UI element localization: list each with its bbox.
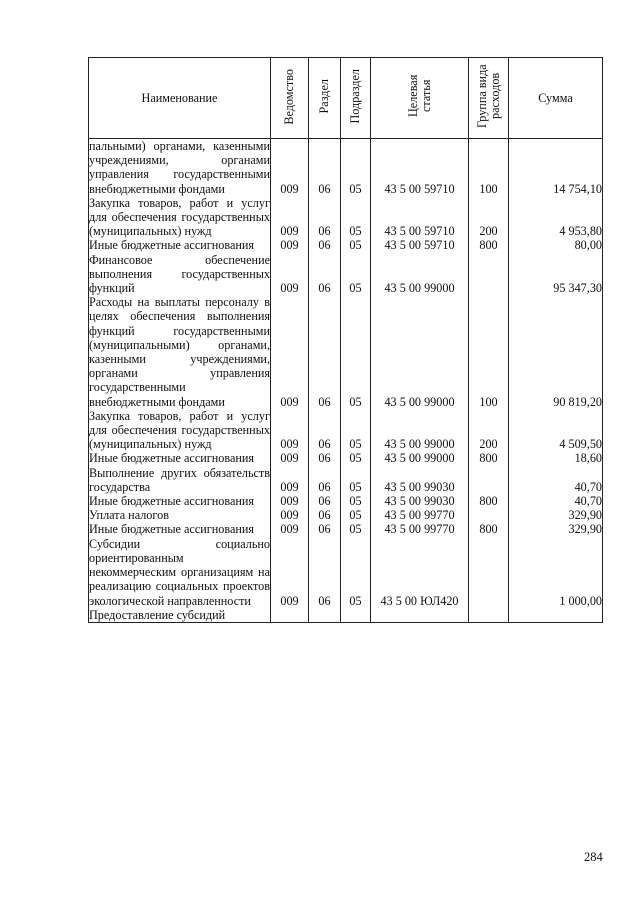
row-name: Иные бюджетные ассигнования: [89, 522, 271, 536]
budget-table: [88, 57, 603, 623]
row-celevaya-statya: 43 5 00 99770: [371, 522, 469, 536]
row-gruppa: [469, 608, 509, 623]
row-name: пальными) органами, казенными учреждениями, органами управления государственными внебюджетными фондами: [89, 139, 270, 196]
table-row: [89, 238, 603, 252]
row-podrazdel: 05: [341, 295, 371, 409]
row-podrazdel: 05: [341, 196, 371, 239]
header-name: Наименование: [89, 58, 271, 139]
header-razdel: Раздел: [309, 58, 341, 139]
table-row: [89, 196, 603, 239]
row-podrazdel: 05: [341, 494, 371, 508]
row-vedomstvo: 009: [271, 522, 309, 536]
row-celevaya-statya: 43 5 00 99030: [371, 466, 469, 494]
row-summa: 90 819,20: [509, 295, 603, 409]
row-razdel: 06: [309, 522, 341, 536]
row-razdel: 06: [309, 508, 341, 522]
row-summa: 18,60: [509, 451, 603, 465]
row-gruppa: 800: [469, 522, 509, 536]
row-name: Закупка товаров, работ и услуг для обеспечения государственных (муниципальных) нужд: [89, 408, 270, 452]
table-row: [89, 466, 603, 494]
row-vedomstvo: 009: [271, 295, 309, 409]
row-vedomstvo: 009: [271, 508, 309, 522]
row-summa: 329,90: [509, 508, 603, 522]
header-summa: Сумма: [509, 58, 603, 139]
row-name: Иные бюджетные ассигнования: [89, 451, 271, 465]
row-podrazdel: 05: [341, 508, 371, 522]
row-vedomstvo: 009: [271, 494, 309, 508]
table-row: [89, 139, 603, 196]
row-celevaya-statya: 43 5 00 99000: [371, 409, 469, 452]
table-row: [89, 522, 603, 536]
row-name: Субсидии социально ориентированным некоммерческим организациям на реализацию социальных проектов экологической направленности: [89, 536, 270, 608]
row-vedomstvo: 009: [271, 196, 309, 239]
row-podrazdel: 05: [341, 253, 371, 296]
row-name: Финансовое обеспечение выполнения государственных функций: [89, 252, 270, 296]
row-podrazdel: 05: [341, 139, 371, 196]
header-celevaya-statya: Целевая статья: [371, 58, 469, 139]
row-podrazdel: 05: [341, 238, 371, 252]
row-razdel: 06: [309, 409, 341, 452]
row-name: Иные бюджетные ассигнования: [89, 238, 271, 252]
row-celevaya-statya: 43 5 00 99000: [371, 451, 469, 465]
row-vedomstvo: 009: [271, 451, 309, 465]
row-celevaya-statya: 43 5 00 99770: [371, 508, 469, 522]
row-vedomstvo: [271, 608, 309, 623]
row-celevaya-statya: 43 5 00 ЮЛ420: [371, 537, 469, 608]
table-row: [89, 295, 603, 409]
row-razdel: 06: [309, 139, 341, 196]
row-name: Предоставление субсидий: [89, 608, 271, 623]
row-gruppa: 200: [469, 409, 509, 452]
row-gruppa: 800: [469, 451, 509, 465]
header-vedomstvo: Ведомство: [271, 58, 309, 139]
row-podrazdel: 05: [341, 537, 371, 608]
row-celevaya-statya: [371, 608, 469, 623]
row-razdel: [309, 608, 341, 623]
row-razdel: 06: [309, 494, 341, 508]
row-name: Иные бюджетные ассигнования: [89, 494, 271, 508]
row-vedomstvo: 009: [271, 466, 309, 494]
row-vedomstvo: 009: [271, 409, 309, 452]
row-podrazdel: 05: [341, 522, 371, 536]
table-row: [89, 409, 603, 452]
row-gruppa: 100: [469, 139, 509, 196]
row-gruppa: [469, 508, 509, 522]
row-razdel: 06: [309, 451, 341, 465]
table-header-row: [89, 58, 603, 139]
row-celevaya-statya: 43 5 00 59710: [371, 238, 469, 252]
row-podrazdel: 05: [341, 409, 371, 452]
row-celevaya-statya: 43 5 00 99000: [371, 253, 469, 296]
row-name: Уплата налогов: [89, 508, 271, 522]
row-razdel: 06: [309, 537, 341, 608]
row-celevaya-statya: 43 5 00 59710: [371, 196, 469, 239]
row-summa: 1 000,00: [509, 537, 603, 608]
row-razdel: 06: [309, 295, 341, 409]
row-celevaya-statya: 43 5 00 59710: [371, 139, 469, 196]
table-row: [89, 451, 603, 465]
row-vedomstvo: 009: [271, 238, 309, 252]
row-celevaya-statya: 43 5 00 99000: [371, 295, 469, 409]
row-razdel: 06: [309, 196, 341, 239]
row-celevaya-statya: 43 5 00 99030: [371, 494, 469, 508]
row-name: Расходы на выплаты персоналу в целях обеспечения выполнения функций государственными (муниципальными) органами, казенными учреждениями, органами управления государственными внебюджетными фондами: [89, 295, 270, 409]
table-body: [89, 139, 603, 623]
row-summa: [509, 608, 603, 623]
row-summa: 4 953,80: [509, 196, 603, 239]
row-summa: 329,90: [509, 522, 603, 536]
row-razdel: 06: [309, 253, 341, 296]
row-gruppa: 100: [469, 295, 509, 409]
row-gruppa: 800: [469, 238, 509, 252]
row-summa: 40,70: [509, 466, 603, 494]
row-summa: 4 509,50: [509, 409, 603, 452]
row-gruppa: [469, 466, 509, 494]
row-name: Выполнение других обязательств государства: [89, 465, 270, 494]
row-gruppa: [469, 537, 509, 608]
header-gruppa-vida-rashodov: Группа вида расходов: [469, 58, 509, 139]
page-number: 284: [584, 850, 603, 864]
row-podrazdel: 05: [341, 466, 371, 494]
row-razdel: 06: [309, 466, 341, 494]
table-row: [89, 494, 603, 508]
row-name: Закупка товаров, работ и услуг для обеспечения государственных (муниципальных) нужд: [89, 195, 270, 239]
table-row: [89, 508, 603, 522]
row-summa: 14 754,10: [509, 139, 603, 196]
row-summa: 80,00: [509, 238, 603, 252]
table-row: [89, 537, 603, 608]
row-gruppa: 800: [469, 494, 509, 508]
row-summa: 95 347,30: [509, 253, 603, 296]
table-row: [89, 253, 603, 296]
row-podrazdel: 05: [341, 451, 371, 465]
row-summa: 40,70: [509, 494, 603, 508]
row-gruppa: 200: [469, 196, 509, 239]
row-vedomstvo: 009: [271, 139, 309, 196]
row-vedomstvo: 009: [271, 537, 309, 608]
row-razdel: 06: [309, 238, 341, 252]
header-podrazdel: Подраздел: [341, 58, 371, 139]
row-vedomstvo: 009: [271, 253, 309, 296]
row-gruppa: [469, 253, 509, 296]
row-podrazdel: [341, 608, 371, 623]
table-row: [89, 608, 603, 623]
